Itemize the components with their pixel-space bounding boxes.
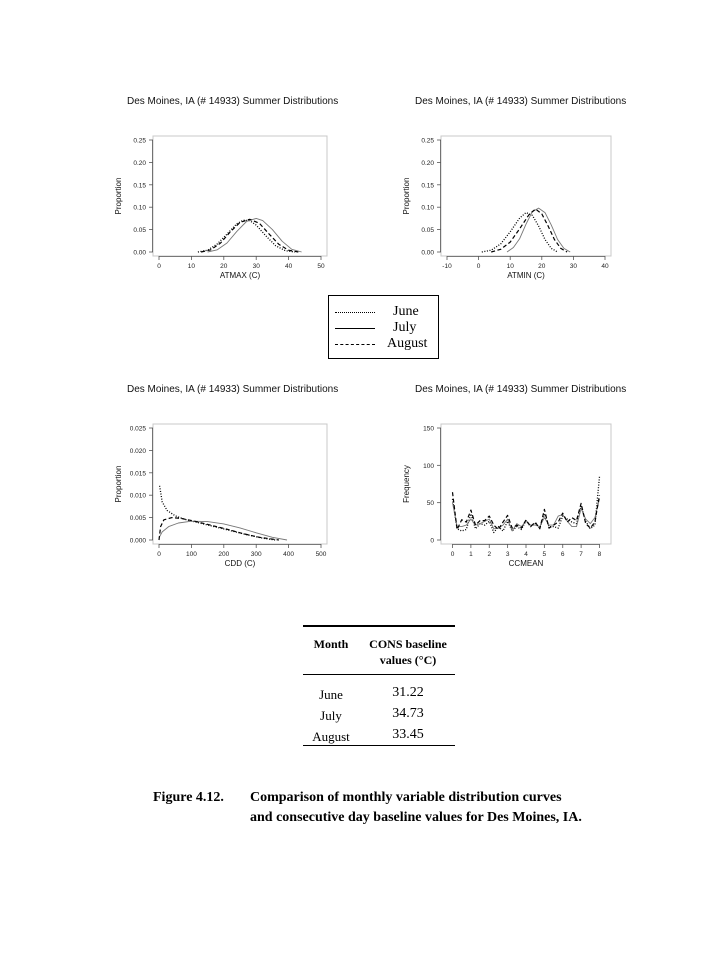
svg-text:0.025: 0.025 bbox=[129, 425, 146, 433]
svg-text:100: 100 bbox=[185, 551, 197, 558]
legend-label: June bbox=[393, 304, 419, 319]
legend-item-august bbox=[335, 336, 435, 352]
legend-item-june bbox=[335, 304, 435, 320]
row-june-value: 31.22 bbox=[392, 685, 424, 700]
row-august-month: August bbox=[312, 729, 350, 744]
svg-text:500: 500 bbox=[315, 551, 327, 558]
svg-text:0.25: 0.25 bbox=[133, 137, 146, 145]
dashed-line-swatch-icon bbox=[335, 344, 375, 345]
chart-atmax bbox=[114, 96, 417, 296]
svg-text:200: 200 bbox=[218, 551, 230, 558]
svg-text:CDD (C): CDD (C) bbox=[224, 559, 256, 568]
dotted-line-swatch-icon bbox=[335, 312, 375, 313]
legend-label: July bbox=[393, 320, 417, 335]
svg-text:0.00: 0.00 bbox=[133, 249, 146, 257]
svg-text:40: 40 bbox=[601, 263, 609, 270]
header-values-unit: values (°C) bbox=[379, 653, 437, 667]
svg-text:0.005: 0.005 bbox=[129, 515, 146, 523]
svg-text:400: 400 bbox=[283, 551, 295, 558]
svg-text:0.010: 0.010 bbox=[129, 492, 146, 500]
chart-atmin bbox=[402, 96, 705, 296]
solid-line-swatch-icon bbox=[335, 328, 375, 329]
table-top-rule bbox=[303, 625, 455, 627]
table-header-rule bbox=[303, 674, 455, 675]
svg-text:50: 50 bbox=[426, 500, 434, 508]
caption-line-2: and consecutive day baseline values for Des Moines, IA. bbox=[250, 810, 582, 825]
svg-text:Proportion: Proportion bbox=[402, 177, 411, 215]
svg-text:8: 8 bbox=[597, 551, 602, 558]
svg-text:0.000: 0.000 bbox=[129, 537, 146, 545]
svg-text:0.15: 0.15 bbox=[133, 182, 146, 190]
svg-text:0.05: 0.05 bbox=[133, 227, 146, 235]
svg-text:50: 50 bbox=[317, 263, 325, 270]
svg-text:2: 2 bbox=[487, 551, 492, 558]
svg-text:0.00: 0.00 bbox=[421, 249, 434, 257]
svg-text:ATMIN (C): ATMIN (C) bbox=[507, 271, 545, 280]
svg-text:-10: -10 bbox=[442, 263, 452, 270]
svg-text:7: 7 bbox=[579, 551, 583, 558]
svg-text:0: 0 bbox=[157, 551, 161, 558]
chart-cdd bbox=[114, 384, 417, 584]
svg-text:0.05: 0.05 bbox=[421, 227, 434, 235]
svg-text:0.25: 0.25 bbox=[421, 137, 434, 145]
svg-text:4: 4 bbox=[524, 551, 528, 558]
svg-text:6: 6 bbox=[560, 551, 565, 558]
figure-label: Figure 4.12. bbox=[153, 790, 224, 805]
chart-ccmean bbox=[402, 384, 705, 584]
svg-text:30: 30 bbox=[252, 263, 260, 270]
svg-text:100: 100 bbox=[423, 462, 434, 470]
legend-item-july bbox=[335, 320, 435, 336]
chart-title: Des Moines, IA (# 14933) Summer Distributions bbox=[415, 384, 627, 395]
svg-text:0.20: 0.20 bbox=[133, 159, 146, 167]
legend-label: August bbox=[387, 336, 428, 351]
svg-text:0: 0 bbox=[430, 537, 434, 545]
row-july-month: July bbox=[320, 708, 342, 723]
svg-text:1: 1 bbox=[469, 551, 473, 558]
svg-text:0.20: 0.20 bbox=[421, 159, 434, 167]
svg-text:300: 300 bbox=[250, 551, 262, 558]
svg-text:10: 10 bbox=[506, 263, 514, 270]
svg-text:Proportion: Proportion bbox=[114, 177, 123, 215]
chart-atmax-panel bbox=[114, 96, 417, 296]
row-june-month: June bbox=[319, 687, 343, 702]
svg-text:10: 10 bbox=[187, 263, 196, 270]
chart-cdd-panel bbox=[114, 384, 417, 584]
svg-text:0: 0 bbox=[476, 263, 481, 270]
svg-text:40: 40 bbox=[284, 263, 293, 270]
chart-ccmean-panel bbox=[402, 384, 705, 584]
svg-text:0.015: 0.015 bbox=[129, 470, 146, 478]
header-month: Month bbox=[313, 637, 349, 651]
svg-text:150: 150 bbox=[423, 425, 434, 433]
svg-text:0: 0 bbox=[157, 263, 161, 270]
svg-text:ATMAX (C): ATMAX (C) bbox=[219, 271, 261, 280]
svg-text:20: 20 bbox=[220, 263, 228, 270]
legend bbox=[328, 295, 439, 359]
svg-text:Frequency: Frequency bbox=[402, 465, 411, 503]
caption-line-1: Comparison of monthly variable distribution curves bbox=[250, 790, 562, 805]
svg-text:0.10: 0.10 bbox=[421, 204, 434, 212]
table-bottom-rule bbox=[303, 745, 455, 746]
chart-title: Des Moines, IA (# 14933) Summer Distributions bbox=[127, 96, 339, 107]
svg-text:CCMEAN: CCMEAN bbox=[508, 559, 544, 568]
svg-text:0.10: 0.10 bbox=[133, 204, 146, 212]
svg-text:5: 5 bbox=[542, 551, 547, 558]
svg-text:0.15: 0.15 bbox=[421, 182, 434, 190]
svg-text:20: 20 bbox=[538, 263, 546, 270]
row-july-value: 34.73 bbox=[392, 706, 424, 721]
svg-text:0: 0 bbox=[450, 551, 455, 558]
header-cons-baseline: CONS baseline bbox=[369, 637, 447, 651]
svg-text:3: 3 bbox=[505, 551, 510, 558]
chart-title: Des Moines, IA (# 14933) Summer Distributions bbox=[415, 96, 627, 107]
svg-text:30: 30 bbox=[569, 263, 578, 270]
chart-atmin-panel bbox=[402, 96, 705, 296]
row-august-value: 33.45 bbox=[392, 727, 424, 742]
svg-text:0.020: 0.020 bbox=[129, 447, 146, 455]
svg-text:Proportion: Proportion bbox=[114, 465, 123, 503]
chart-title: Des Moines, IA (# 14933) Summer Distributions bbox=[127, 384, 339, 395]
